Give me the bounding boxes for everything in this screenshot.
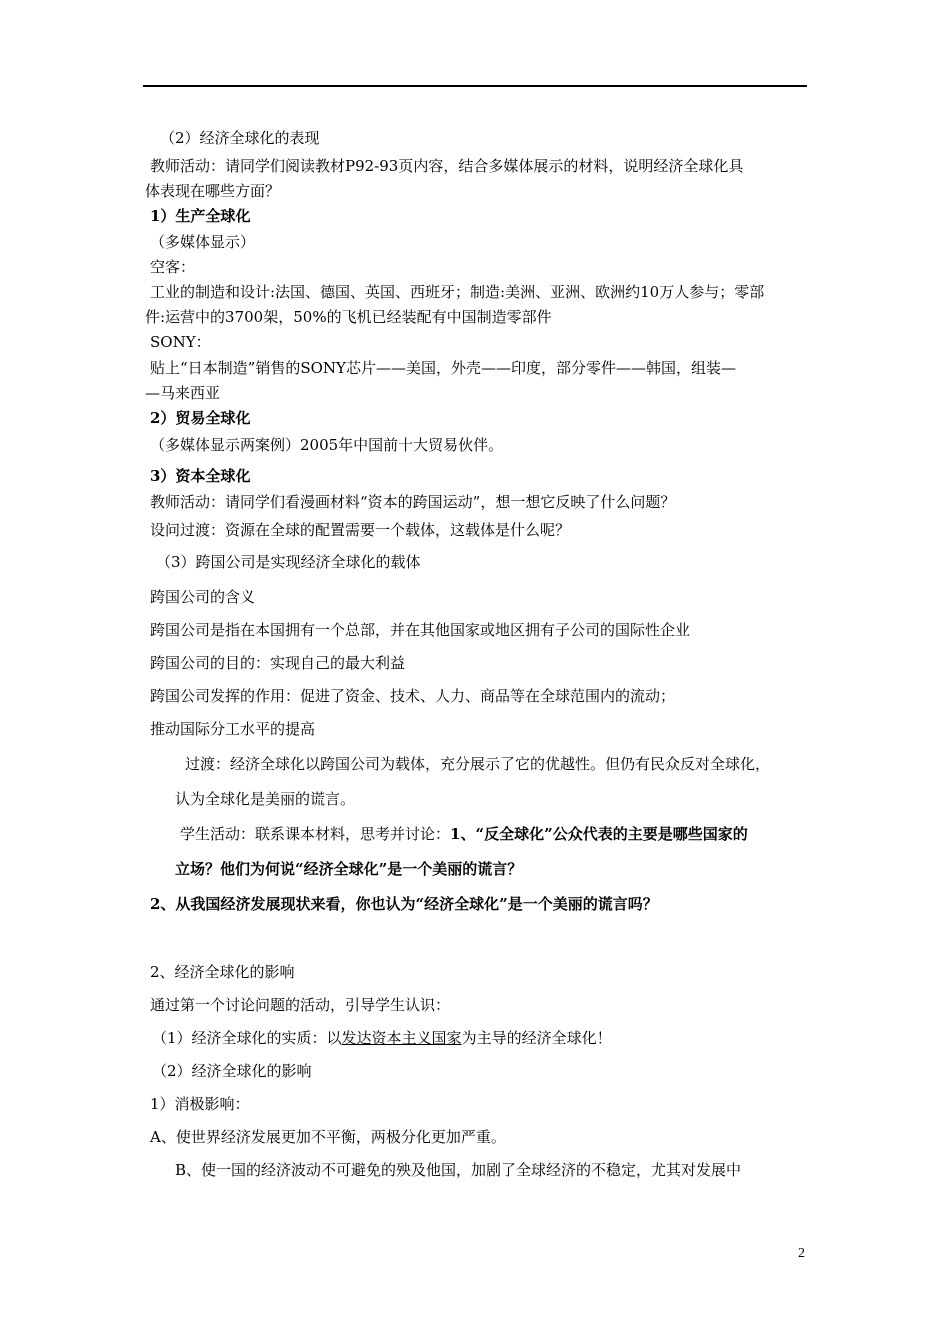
essence-line <box>152 1028 612 1048</box>
paragraph-line: 通过第一个讨论问题的活动，引导学生认识： <box>150 996 451 1014</box>
paragraph-line: 件:运营中的3700架，50%的飞机已经装配有中国制造零部件 <box>145 308 552 326</box>
paragraph-line: B、使一国的经济波动不可避免的殃及他国，加剧了全球经济的不稳定，尤其对发展中 <box>175 1161 742 1179</box>
paragraph-line: 过渡：经济全球化以跨国公司为载体，充分展示了它的优越性。但仍有民众反对全球化， <box>185 755 771 773</box>
header-rule <box>143 85 807 87</box>
subheading-impact: （2）经济全球化的影响 <box>152 1062 312 1080</box>
essence-prefix: （1）经济全球化的实质：以 <box>152 1029 342 1047</box>
paragraph-line: 设问过渡：资源在全球的配置需要一个载体，这载体是什么呢？ <box>150 521 571 539</box>
paragraph-line: 认为全球化是美丽的谎言。 <box>175 790 356 808</box>
paragraph-line: SONY： <box>150 333 211 351</box>
paragraph-line: 空客： <box>150 258 196 276</box>
section-heading-impact: 2、经济全球化的影响 <box>150 963 295 981</box>
paragraph-line: 贴上“日本制造”销售的SONY芯片——美国，外壳——印度，部分零件——韩国，组装— <box>150 359 736 377</box>
paragraph-line: 推动国际分工水平的提高 <box>150 720 316 738</box>
paragraph-line: 体表现在哪些方面？ <box>145 182 281 200</box>
paragraph-line: 跨国公司发挥的作用：促进了资金、技术、人力、商品等在全球范围内的流动； <box>150 687 676 705</box>
paragraph-line: 跨国公司是指在本国拥有一个总部，并在其他国家或地区拥有子公司的国际性企业 <box>150 621 691 639</box>
discussion-question-2: 2、从我国经济发展现状来看，你也认为“经济全球化”是一个美丽的谎言吗？ <box>150 895 658 913</box>
subheading-trade: 2）贸易全球化 <box>150 409 251 427</box>
paragraph-line: 工业的制造和设计:法国、德国、英国、西班牙；制造:美洲、亚洲、欧洲约10万人参与；零部 <box>150 283 765 301</box>
student-activity-line <box>180 824 748 844</box>
subheading-multinational: （3）跨国公司是实现经济全球化的载体 <box>156 553 421 571</box>
paragraph-line: 教师活动：请同学们看漫画材料“资本的跨国运动”，想一想它反映了什么问题？ <box>150 493 676 511</box>
discussion-question-1-cont: 立场？他们为何说“经济全球化”是一个美丽的谎言？ <box>175 860 523 878</box>
negative-impact-heading: 1）消极影响： <box>150 1095 250 1113</box>
paragraph-line: （多媒体显示） <box>150 233 256 251</box>
developed-capitalist-countries: 发达资本主义国家 <box>341 1029 462 1047</box>
paragraph-line: —马来西亚 <box>145 384 221 402</box>
discussion-question-1: 1、“反全球化”公众代表的主要是哪些国家的 <box>450 825 748 843</box>
subheading-production: 1）生产全球化 <box>150 207 251 225</box>
paragraph-line: 跨国公司的目的：实现自己的最大利益 <box>150 654 406 672</box>
subheading-manifestation: （2）经济全球化的表现 <box>160 129 320 147</box>
paragraph-line: A、使世界经济发展更加不平衡，两极分化更加严重。 <box>150 1128 506 1146</box>
essence-suffix: 为主导的经济全球化！ <box>461 1029 612 1047</box>
paragraph-line: （多媒体显示两案例）2005年中国前十大贸易伙伴。 <box>150 436 504 454</box>
student-activity-label: 学生活动：联系课本材料，思考并讨论： <box>180 825 451 843</box>
paragraph-line: 教师活动：请同学们阅读教材P92-93页内容，结合多媒体展示的材料，说明经济全球化具 <box>150 157 744 175</box>
paragraph-line: 跨国公司的含义 <box>150 588 256 606</box>
page-number: 2 <box>798 1246 805 1261</box>
subheading-capital: 3）资本全球化 <box>150 467 251 485</box>
